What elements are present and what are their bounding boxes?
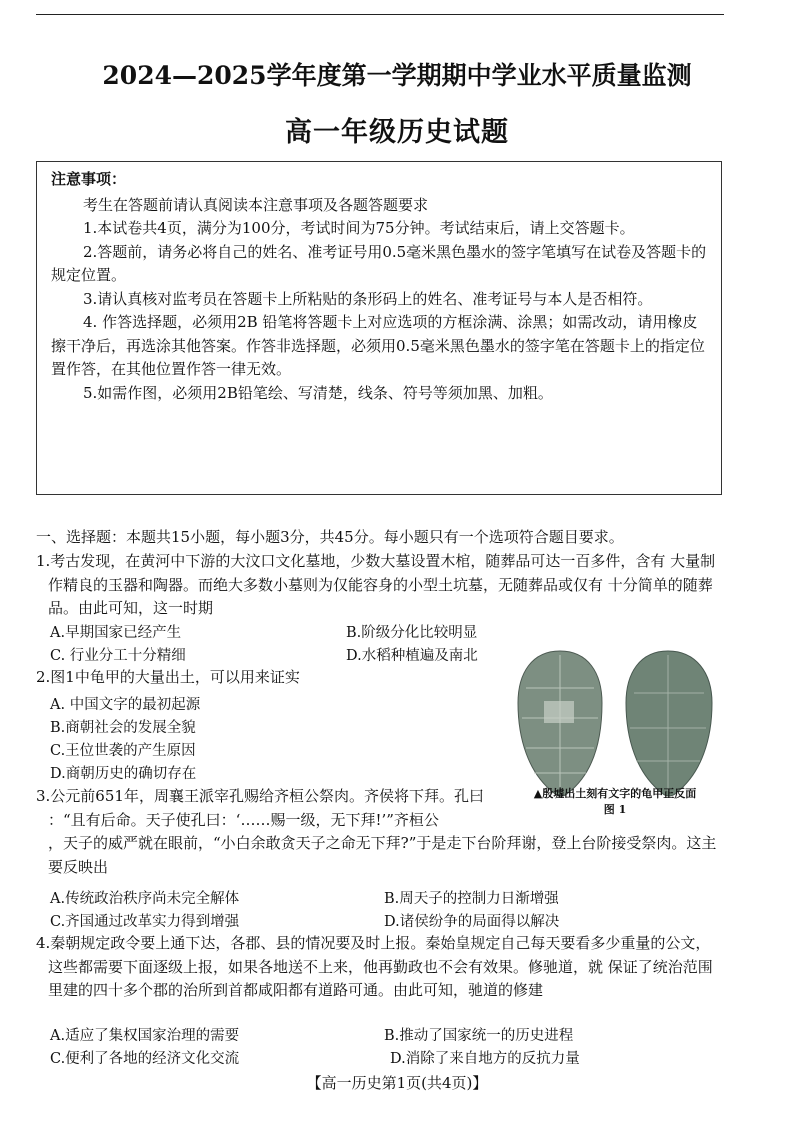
- notice-item: 4. 作答选择题，必须用2B 铅笔将答题卡上对应选项的方框涂满、涂黑；如需改动，请用橡皮擦干净后，再选涂其他答案。作答非选择题，必须用0.5毫米黑色墨水的签字笔在答题卡上的指定位置作答，在其他位置作答一律无效。: [51, 313, 705, 378]
- option-d: D.商朝历史的确切存在: [50, 766, 197, 782]
- option-b: B.推动了国家统一的历史进程: [384, 1028, 574, 1044]
- section-heading: 一、选择题：本题共15小题，每小题3分，共45分。每小题只有一个选项符合题目要求。: [36, 528, 624, 546]
- turtle-shell-front: [518, 651, 602, 796]
- question-3-continued: [48, 832, 724, 879]
- option-a: A. 中国文字的最初起源: [50, 697, 201, 713]
- notice-item: 2.答题前，请务必将自己的姓名、准考证号用0.5毫米黑色墨水的签字笔填写在试卷及答题卡的规定位置。: [51, 242, 707, 284]
- option-d: D.消除了来自地方的反抗力量: [390, 1051, 580, 1067]
- option-b: B.周天子的控制力日渐增强: [384, 891, 559, 907]
- question-stem: 4.秦朝规定政令要上通下达，各郡、县的情况要及时上报。秦始皇规定自己每天要看多少重量的公文，这些都需要下面逐级上报，如果各地送不上来，他再勤政也不会有效果。修驰道，就 保证了统治范围里建的四十多个郡的治所到首都咸阳都有道路可通。由此可知，驰道的修建: [36, 934, 713, 999]
- page-footer: 【高一历史第1页(共4页)】: [306, 1074, 488, 1092]
- question-stem-line: ，天子的威严就在眼前，“小白余敢贪天子之命无下拜?”于是走下台阶拜谢，登上台阶接受祭肉。这主要反映出: [48, 834, 717, 876]
- figure-number: 图 1: [603, 803, 627, 816]
- notice-item: 考生在答题前请认真阅读本注意事项及各题答题要求: [83, 195, 429, 214]
- question-stem-line: 3.公元前651年，周襄王派宰孔赐给齐桓公祭肉。齐侯将下拜。孔曰: [36, 787, 484, 805]
- option-d: D.诸侯纷争的局面得以解决: [384, 914, 560, 930]
- option-b: B.商朝社会的发展全貌: [50, 720, 196, 736]
- top-rule: [36, 14, 724, 15]
- option-c: C.便利了各地的经济文化交流: [50, 1051, 240, 1067]
- question-2: [36, 666, 506, 690]
- option-b: B.阶级分化比较明显: [346, 625, 478, 641]
- question-3: [36, 785, 506, 832]
- notice-item: 5.如需作图，必须用2B铅笔绘、写清楚，线条、符号等须加黑、加粗。: [83, 383, 553, 402]
- option-a: A.传统政治秩序尚未完全解体: [50, 891, 240, 907]
- question-stem-line: ：“且有后命。天子使孔曰：‘……赐一级，无下拜!’”齐桓公: [48, 810, 439, 829]
- notice-box: [36, 161, 722, 495]
- exam-title: 2024—2025学年度第一学期期中学业水平质量监测: [102, 61, 692, 90]
- figure-caption: [508, 786, 722, 818]
- notice-item: 3.请认真核对监考员在答题卡上所粘贴的条形码上的姓名、准考证号与本人是否相符。: [83, 289, 653, 308]
- question-1: [36, 550, 724, 621]
- notice-item: 1.本试卷共4页，满分为100分，考试时间为75分钟。考试结束后，请上交答题卡。: [83, 219, 635, 237]
- question-4: [36, 932, 724, 1003]
- question-stem: 2.图1中龟甲的大量出土，可以用来证实: [36, 668, 300, 686]
- option-d: D.水稻种植遍及南北: [346, 648, 478, 664]
- turtle-shell-back: [626, 651, 712, 796]
- option-c: C.王位世袭的产生原因: [50, 743, 196, 759]
- option-c: C. 行业分工十分精细: [50, 648, 186, 664]
- question-stem: 1.考古发现，在黄河中下游的大汶口文化墓地，少数大墓设置木棺，随葬品可达一百多件，含有 大量制作精良的玉器和陶器。而绝大多数小墓则为仅能容身的小型土坑墓，无随葬品或仅有 十分简单的随葬品。由此可知，这一时期: [36, 552, 716, 617]
- option-c: C.齐国通过改革实力得到增强: [50, 914, 240, 930]
- exam-subtitle: 高一年级历史试题: [285, 117, 509, 148]
- notice-heading: 注意事项：: [51, 170, 127, 188]
- figure-caption-text: ▲殷墟出土刻有文字的龟甲正反面: [533, 787, 697, 800]
- option-a: A.早期国家已经产生: [50, 625, 182, 641]
- option-a: A.适应了集权国家治理的需要: [50, 1028, 240, 1044]
